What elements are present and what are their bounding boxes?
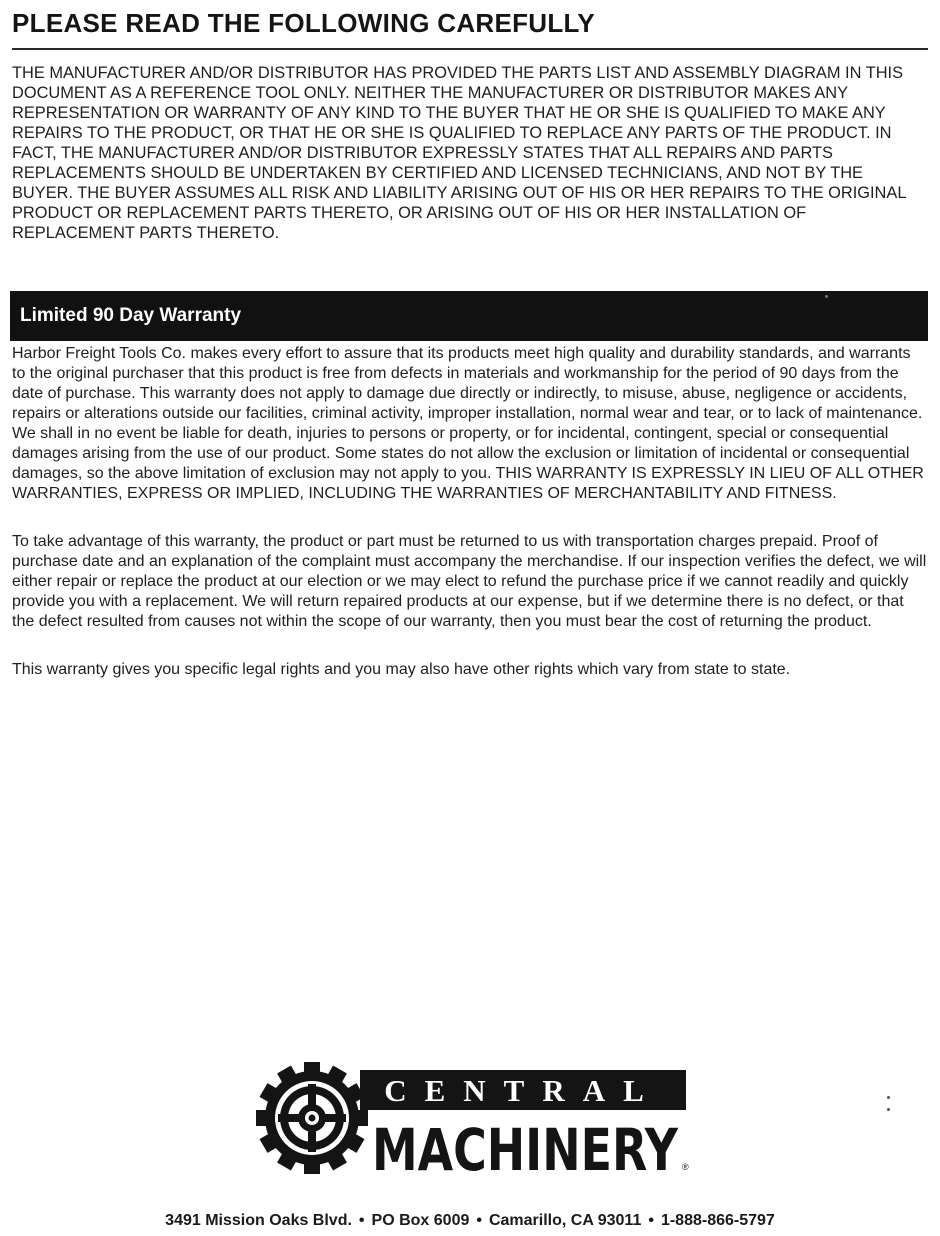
scan-speck	[887, 1108, 890, 1111]
central-machinery-logo	[254, 1062, 690, 1174]
separator: •	[648, 1212, 654, 1229]
gear-icon	[256, 1062, 368, 1174]
page-title: PLEASE READ THE FOLLOWING CAREFULLY	[12, 8, 595, 38]
street-address: 3491 Mission Oaks Blvd.	[165, 1212, 352, 1229]
warranty-paragraph-rights: This warranty gives you specific legal rights and you may also have other rights which vary from state to state.	[12, 661, 791, 678]
disclaimer-paragraph: THE MANUFACTURER AND/OR DISTRIBUTOR HAS PROVIDED THE PARTS LIST AND ASSEMBLY DIAGRAM IN THIS DOCUMENT AS A REFERENCE TOOL ONLY. NEITHER THE MANUFACTURER OR DISTRIBUTOR MAKES ANY REPRESENTATION OR WARRANTY OF ANY KIND TO THE BUYER THAT HE OR SHE IS QUALIFIED TO MAKE ANY REPAIRS TO THE PRODUCT, OR THAT HE OR SHE IS QUALIFIED TO REPLACE ANY PARTS OF THE PRODUCT. IN FACT, THE MANUFACTURER AND/OR DISTRIBUTOR EXPRESSLY STATES THAT ALL REPAIRS AND PARTS REPLACEMENTS SHOULD BE UNDERTAKEN BY CERTIFIED AND LICENSED TECHNICIANS, AND NOT BY THE BUYER. THE BUYER ASSUMES ALL RISK AND LIABILITY ARISING OUT OF HIS OR HER REPAIRS TO THE ORIGINAL PRODUCT OR REPLACEMENT PARTS THERETO, OR ARISING OUT OF HIS OR HER INSTALLATION OF REPLACEMENT PARTS THERETO.	[12, 64, 906, 242]
warranty-banner	[10, 291, 928, 341]
scan-speck	[825, 295, 828, 298]
brand-bottom-text: MACHINERY	[372, 1116, 679, 1174]
brand-top-text: CENTRAL	[384, 1073, 662, 1108]
warranty-paragraph-terms: Harbor Freight Tools Co. makes every effort to assure that its products meet high quality and durability standards, and warrants to the original purchaser that this product is free from defects in materials and workmanship for the period of 90 days from the date of purchase. This warranty does not apply to damage due directly or indirectly, to misuse, abuse, negligence or accidents, repairs or alterations outside our facilities, criminal activity, improper installation, normal wear and tear, or to lack of maintenance. We shall in no event be liable for death, injuries to persons or property, or for incidental, contingent, special or consequential damages arising from the use of our product. Some states do not allow the exclusion or limitation of incidental or consequential damages, so the above limitation of exclusion may not apply to you. THIS WARRANTY IS EXPRESSLY IN LIEU OF ALL OTHER WARRANTIES, EXPRESS OR IMPLIED, INCLUDING THE WARRANTIES OF MERCHANTABILITY AND FITNESS.	[12, 345, 924, 502]
po-box: PO Box 6009	[371, 1212, 470, 1229]
title-divider	[12, 48, 928, 50]
phone-number: 1-888-866-5797	[660, 1212, 775, 1229]
scan-speck	[887, 1096, 890, 1099]
separator: •	[358, 1212, 365, 1229]
city-state-zip: Camarillo, CA 93011	[488, 1212, 642, 1229]
separator: •	[476, 1212, 482, 1229]
footer-address	[0, 1212, 940, 1230]
warranty-title: Limited 90 Day Warranty	[20, 305, 242, 326]
registered-mark: ®	[682, 1162, 689, 1172]
warranty-paragraph-claims: To take advantage of this warranty, the product or part must be returned to us with transportation charges prepaid. Proof of purchase date and an explanation of the complaint must accompany the merchandise. If our inspection verifies the defect, we will either repair or replace the product at our election or we may elect to refund the purchase price if we cannot readily and quickly provide you with a replacement. We will return repaired products at our expense, but if we determine there is no defect, or that the defect resulted from causes not within the scope of our warranty, then you must bear the cost of returning the product.	[12, 533, 927, 630]
